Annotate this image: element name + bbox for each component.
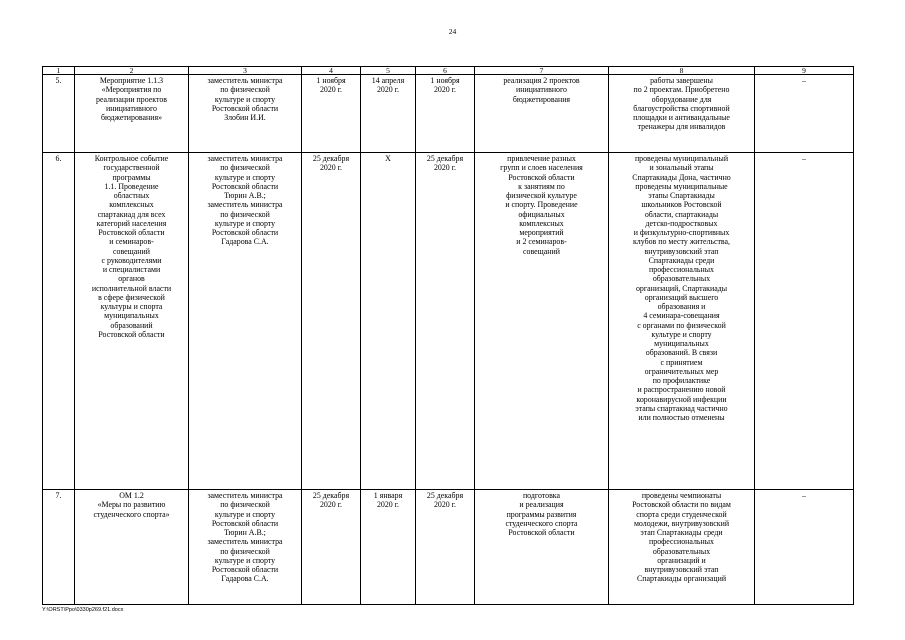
actual-end-cell: 1 ноября 2020 г.: [416, 75, 475, 153]
row-number: 7.: [43, 490, 75, 605]
header-cell: 9: [755, 67, 854, 75]
planned-result-cell: подготовка и реализация программы развития студенческого спорта Ростовской области: [475, 490, 609, 605]
actual-start-cell: X: [361, 153, 416, 490]
header-cell: 6: [416, 67, 475, 75]
table-row: [43, 153, 854, 490]
actual-result-cell: проведены муниципальный и зональный этапы Спартакиады Дона, частично проведены муниципальные этапы Спартакиады школьников Ростовской области, спартакиады детско-подростковых и физкультурно-спортивных клубов по месту жительства, внутривузовский этап Спартакиады среди профессиональных образовательных организаций, Спартакиады организаций высшего образования и 4 семинара-совещания с органами по физической культуре и спорту муниципальных образований. В связи с принятием ограничительных мер по профилактике и распространению новой коронавирусной инфекции этапы спартакиад частично или полностью отменены: [609, 153, 755, 490]
header-cell: 5: [361, 67, 416, 75]
planned-date-cell: 25 декабря 2020 г.: [302, 490, 361, 605]
notes-cell: –: [755, 153, 854, 490]
page-number: 24: [448, 27, 457, 36]
table-row: [43, 490, 854, 605]
header-cell: 1: [43, 67, 75, 75]
header-cell: 8: [609, 67, 755, 75]
actual-start-cell: 1 января 2020 г.: [361, 490, 416, 605]
responsible-cell: заместитель министра по физической культуре и спорту Ростовской области Тюрин А.В.; заместитель министра по физической культуре и спорту Ростовской области Гадарова С.А.: [189, 490, 302, 605]
table-header-row: [43, 67, 854, 75]
header-cell: 7: [475, 67, 609, 75]
row-number: 6.: [43, 153, 75, 490]
event-name-cell: ОМ 1.2 «Меры по развитию студенческого спорта»: [75, 490, 189, 605]
planned-date-cell: 1 ноября 2020 г.: [302, 75, 361, 153]
planned-date-cell: 25 декабря 2020 г.: [302, 153, 361, 490]
actual-result-cell: работы завершены по 2 проектам. Приобретено оборудование для благоустройства спортивной площадки и антивандальные тренажеры для инвалидов: [609, 75, 755, 153]
planned-result-cell: привлечение разных групп и слоев населения Ростовской области к занятиям по физической культуре и спорту. Проведение официальных комплексных мероприятий и 2 семинаров- совещаний: [475, 153, 609, 490]
header-cell: 3: [189, 67, 302, 75]
actual-result-cell: проведены чемпионаты Ростовской области по видам спорта среди студенческой молодежи, внутривузовский этап Спартакиады среди профессиональных образовательных организаций и внутривузовский этап Спартакиады организаций: [609, 490, 755, 605]
responsible-cell: заместитель министра по физической культуре и спорту Ростовской области Злобин И.И.: [189, 75, 302, 153]
table-row: [43, 75, 854, 153]
header-cell: 4: [302, 67, 361, 75]
report-table: [42, 66, 854, 605]
file-path-footer: Y:\ORST\Ppo\0330p269.f21.docx: [42, 607, 124, 613]
row-number: 5.: [43, 75, 75, 153]
header-cell: 2: [75, 67, 189, 75]
actual-end-cell: 25 декабря 2020 г.: [416, 153, 475, 490]
event-name-cell: Контрольное событие государственной программы 1.1. Проведение областных комплексных спартакиад для всех категорий населения Ростовской области и семинаров- совещаний с руководителями и специалистами органов исполнительной власти в сфере физической культуры и спорта муниципальных образований Ростовской области: [75, 153, 189, 490]
notes-cell: –: [755, 75, 854, 153]
responsible-cell: заместитель министра по физической культуре и спорту Ростовской области Тюрин А.В.; заместитель министра по физической культуре и спорту Ростовской области Гадарова С.А.: [189, 153, 302, 490]
notes-cell: –: [755, 490, 854, 605]
actual-start-cell: 14 апреля 2020 г.: [361, 75, 416, 153]
event-name-cell: Мероприятие 1.1.3 «Мероприятия по реализации проектов инициативного бюджетирования»: [75, 75, 189, 153]
actual-end-cell: 25 декабря 2020 г.: [416, 490, 475, 605]
planned-result-cell: реализация 2 проектов инициативного бюджетирования: [475, 75, 609, 153]
